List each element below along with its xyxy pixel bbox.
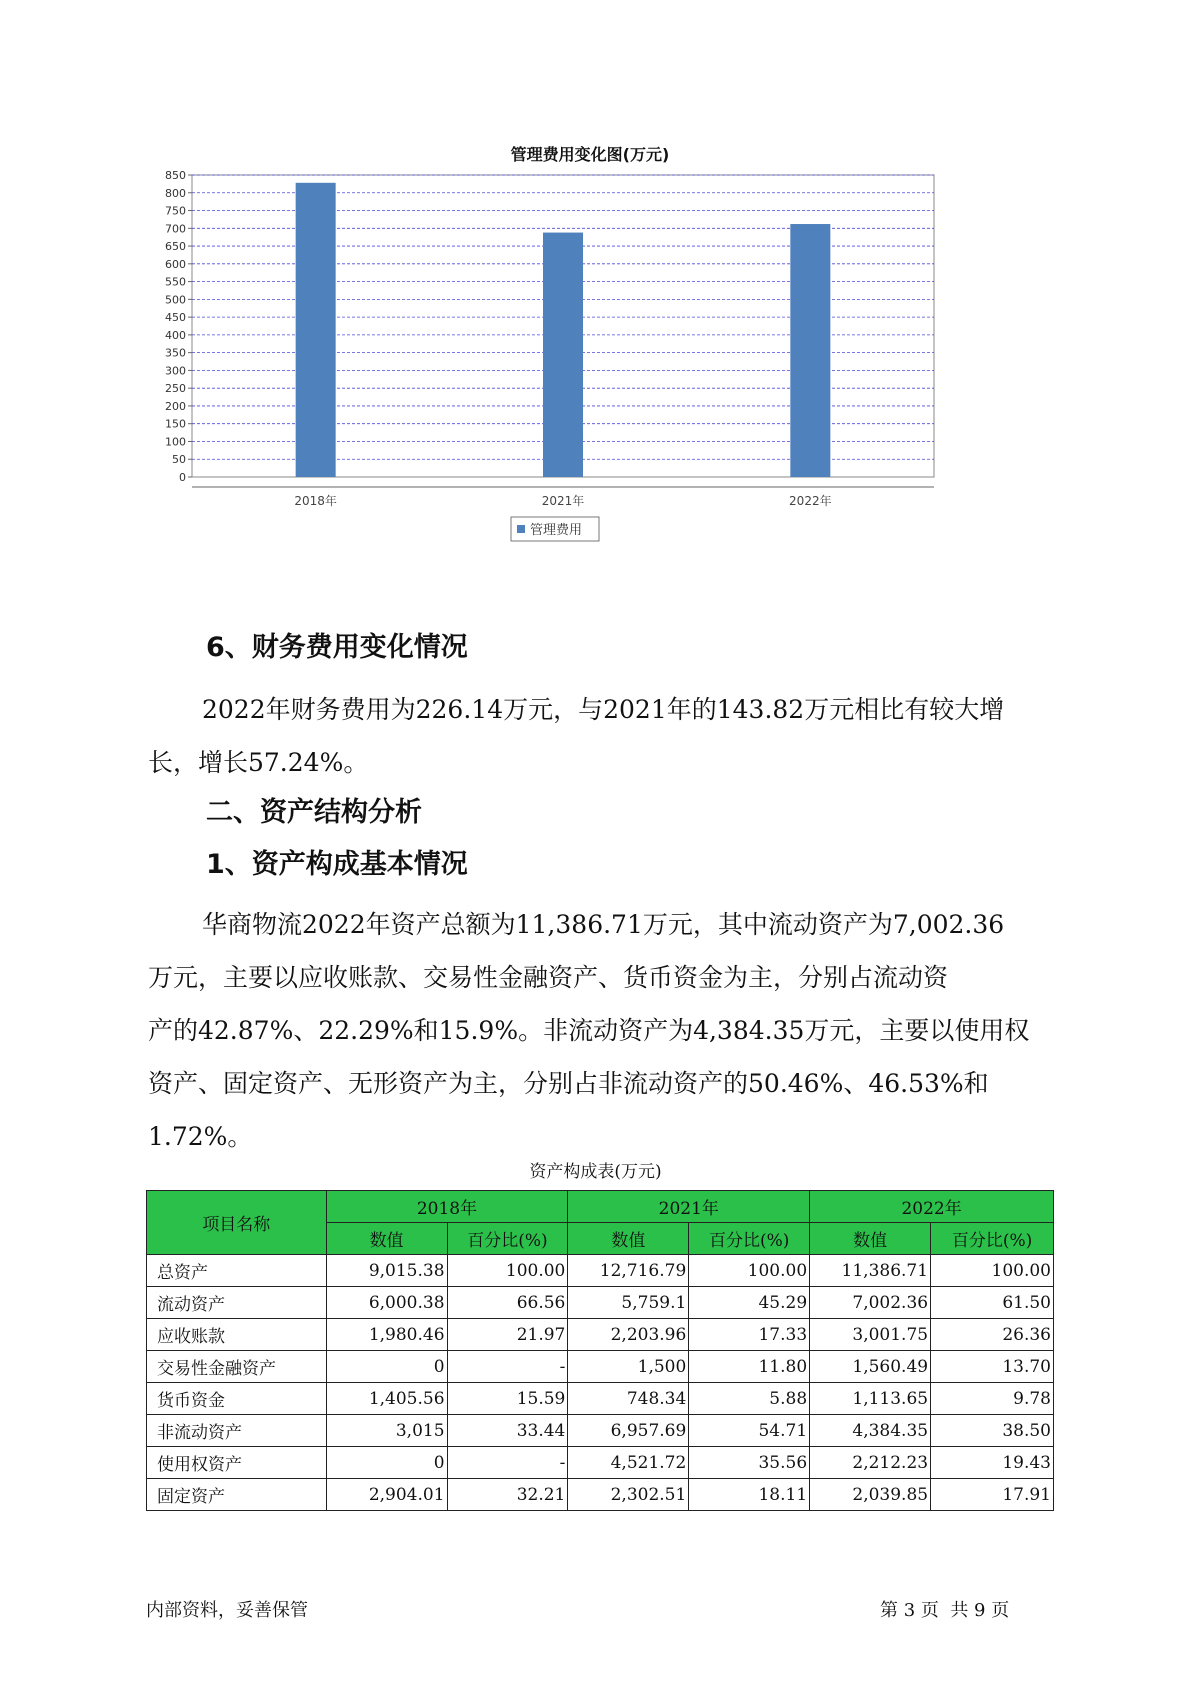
asset-structure-table — [146, 1190, 1054, 1511]
row-label: 固定资产 — [147, 1479, 327, 1511]
management-expense-chart — [150, 130, 1030, 600]
y-tick-label: 850 — [165, 169, 186, 182]
percent-cell: 38.50 — [931, 1415, 1054, 1447]
row-label: 使用权资产 — [147, 1447, 327, 1479]
chart-title: 管理费用变化图(万元) — [510, 145, 670, 164]
table-row — [147, 1351, 1054, 1383]
year-header: 2022年 — [810, 1191, 1054, 1223]
paragraph-line: 长，增长57.24%。 — [148, 748, 369, 777]
percent-cell: 19.43 — [931, 1447, 1054, 1479]
percent-cell: 17.91 — [931, 1479, 1054, 1511]
footer-confidential-note: 内部资料，妥善保管 — [146, 1600, 308, 1621]
percent-cell: 100.00 — [447, 1255, 568, 1287]
table-row — [147, 1319, 1054, 1351]
bar — [790, 224, 830, 477]
percent-cell: 18.11 — [689, 1479, 810, 1511]
value-cell: 11,386.71 — [810, 1255, 931, 1287]
value-cell: 1,405.56 — [326, 1383, 447, 1415]
value-subheader: 数值 — [326, 1223, 447, 1255]
value-cell: 4,384.35 — [810, 1415, 931, 1447]
paragraph-line: 华商物流2022年资产总额为11,386.71万元，其中流动资产为7,002.36 — [202, 910, 1005, 939]
percent-cell: 45.29 — [689, 1287, 810, 1319]
y-tick-label: 300 — [165, 364, 186, 378]
row-label: 交易性金融资产 — [147, 1351, 327, 1383]
y-tick-label: 0 — [179, 471, 186, 484]
value-cell: 2,904.01 — [326, 1479, 447, 1511]
table-body — [147, 1255, 1054, 1511]
value-cell: 2,039.85 — [810, 1479, 931, 1511]
value-cell: 4,521.72 — [568, 1447, 689, 1479]
paragraph-line: 万元，主要以应收账款、交易性金融资产、货币资金为主，分别占流动资 — [148, 963, 949, 992]
value-cell: 1,500 — [568, 1351, 689, 1383]
y-tick-label: 650 — [165, 240, 186, 254]
paragraph-line: 产的42.87%、22.29%和15.9%。非流动资产为4,384.35万元，主要以使用权 — [148, 1016, 1030, 1045]
percent-cell: 13.70 — [931, 1351, 1054, 1383]
table-row — [147, 1255, 1054, 1287]
value-cell: 2,212.23 — [810, 1447, 931, 1479]
percent-cell: 32.21 — [447, 1479, 568, 1511]
value-cell: 6,957.69 — [568, 1415, 689, 1447]
percent-cell: 15.59 — [447, 1383, 568, 1415]
percent-cell: 54.71 — [689, 1415, 810, 1447]
table-row — [147, 1287, 1054, 1319]
percent-cell: 100.00 — [689, 1255, 810, 1287]
value-cell: 0 — [326, 1447, 447, 1479]
y-tick-label: 550 — [165, 275, 186, 289]
percent-cell: 21.97 — [447, 1319, 568, 1351]
percent-cell: 61.50 — [931, 1287, 1054, 1319]
value-cell: 2,203.96 — [568, 1319, 689, 1351]
value-cell: 1,980.46 — [326, 1319, 447, 1351]
value-cell: 12,716.79 — [568, 1255, 689, 1287]
value-cell: 748.34 — [568, 1383, 689, 1415]
percent-cell: 17.33 — [689, 1319, 810, 1351]
section-6-paragraph — [148, 683, 1048, 789]
bar — [543, 233, 583, 477]
value-cell: 9,015.38 — [326, 1255, 447, 1287]
value-cell: 3,015 — [326, 1415, 447, 1447]
table-row — [147, 1479, 1054, 1511]
row-label: 流动资产 — [147, 1287, 327, 1319]
percent-subheader: 百分比(%) — [689, 1223, 810, 1255]
percent-cell: 33.44 — [447, 1415, 568, 1447]
value-subheader: 数值 — [568, 1223, 689, 1255]
legend-label: 管理费用 — [530, 523, 583, 538]
percent-cell: - — [447, 1351, 568, 1383]
y-tick-label: 150 — [165, 417, 186, 431]
legend-swatch — [517, 525, 525, 533]
y-tick-label: 400 — [165, 328, 186, 342]
y-tick-label: 350 — [165, 346, 186, 360]
table-row — [147, 1383, 1054, 1415]
y-tick-label: 450 — [165, 311, 186, 325]
percent-subheader: 百分比(%) — [931, 1223, 1054, 1255]
row-label: 应收账款 — [147, 1319, 327, 1351]
y-tick-label: 800 — [165, 186, 186, 200]
paragraph-line: 1.72%。 — [148, 1122, 253, 1151]
year-header: 2021年 — [568, 1191, 810, 1223]
item-name-header: 项目名称 — [147, 1191, 327, 1255]
percent-cell: 5.88 — [689, 1383, 810, 1415]
bar — [296, 183, 336, 477]
percent-cell: 9.78 — [931, 1383, 1054, 1415]
footer-page-number: 第 3 页 共 9 页 — [880, 1600, 1010, 1621]
percent-cell: 11.80 — [689, 1351, 810, 1383]
value-subheader: 数值 — [810, 1223, 931, 1255]
percent-cell: 66.56 — [447, 1287, 568, 1319]
y-tick-label: 750 — [165, 204, 186, 218]
y-tick-label: 700 — [165, 222, 186, 236]
row-label: 非流动资产 — [147, 1415, 327, 1447]
paragraph-line: 2022年财务费用为226.14万元，与2021年的143.82万元相比有较大增 — [202, 695, 1005, 724]
section-2-1-paragraph — [148, 898, 1048, 1163]
paragraph-line: 资产、固定资产、无形资产为主，分别占非流动资产的50.46%、46.53%和 — [148, 1069, 989, 1098]
section-2-heading: 二、资产结构分析 — [206, 797, 422, 828]
x-tick-label: 2022年 — [789, 494, 832, 508]
y-tick-label: 50 — [172, 453, 186, 467]
x-tick-label: 2018年 — [294, 494, 337, 508]
value-cell: 5,759.1 — [568, 1287, 689, 1319]
table-caption: 资产构成表(万元) — [529, 1162, 662, 1182]
percent-subheader: 百分比(%) — [447, 1223, 568, 1255]
value-cell: 3,001.75 — [810, 1319, 931, 1351]
section-2-1-heading: 1、资产构成基本情况 — [206, 849, 468, 880]
y-tick-label: 600 — [165, 257, 186, 271]
y-tick-label: 100 — [165, 435, 186, 449]
x-tick-label: 2021年 — [541, 494, 585, 508]
year-header: 2018年 — [326, 1191, 568, 1223]
y-tick-label: 250 — [165, 382, 186, 396]
value-cell: 7,002.36 — [810, 1287, 931, 1319]
value-cell: 6,000.38 — [326, 1287, 447, 1319]
value-cell: 0 — [326, 1351, 447, 1383]
table-row — [147, 1447, 1054, 1479]
value-cell: 1,560.49 — [810, 1351, 931, 1383]
percent-cell: 35.56 — [689, 1447, 810, 1479]
y-tick-label: 500 — [165, 293, 186, 307]
row-label: 货币资金 — [147, 1383, 327, 1415]
table-row — [147, 1415, 1054, 1447]
section-6-heading: 6、财务费用变化情况 — [206, 632, 468, 663]
percent-cell: 26.36 — [931, 1319, 1054, 1351]
value-cell: 2,302.51 — [568, 1479, 689, 1511]
percent-cell: 100.00 — [931, 1255, 1054, 1287]
value-cell: 1,113.65 — [810, 1383, 931, 1415]
row-label: 总资产 — [147, 1255, 327, 1287]
percent-cell: - — [447, 1447, 568, 1479]
y-tick-label: 200 — [165, 399, 186, 413]
chart-canvas — [150, 130, 1030, 600]
